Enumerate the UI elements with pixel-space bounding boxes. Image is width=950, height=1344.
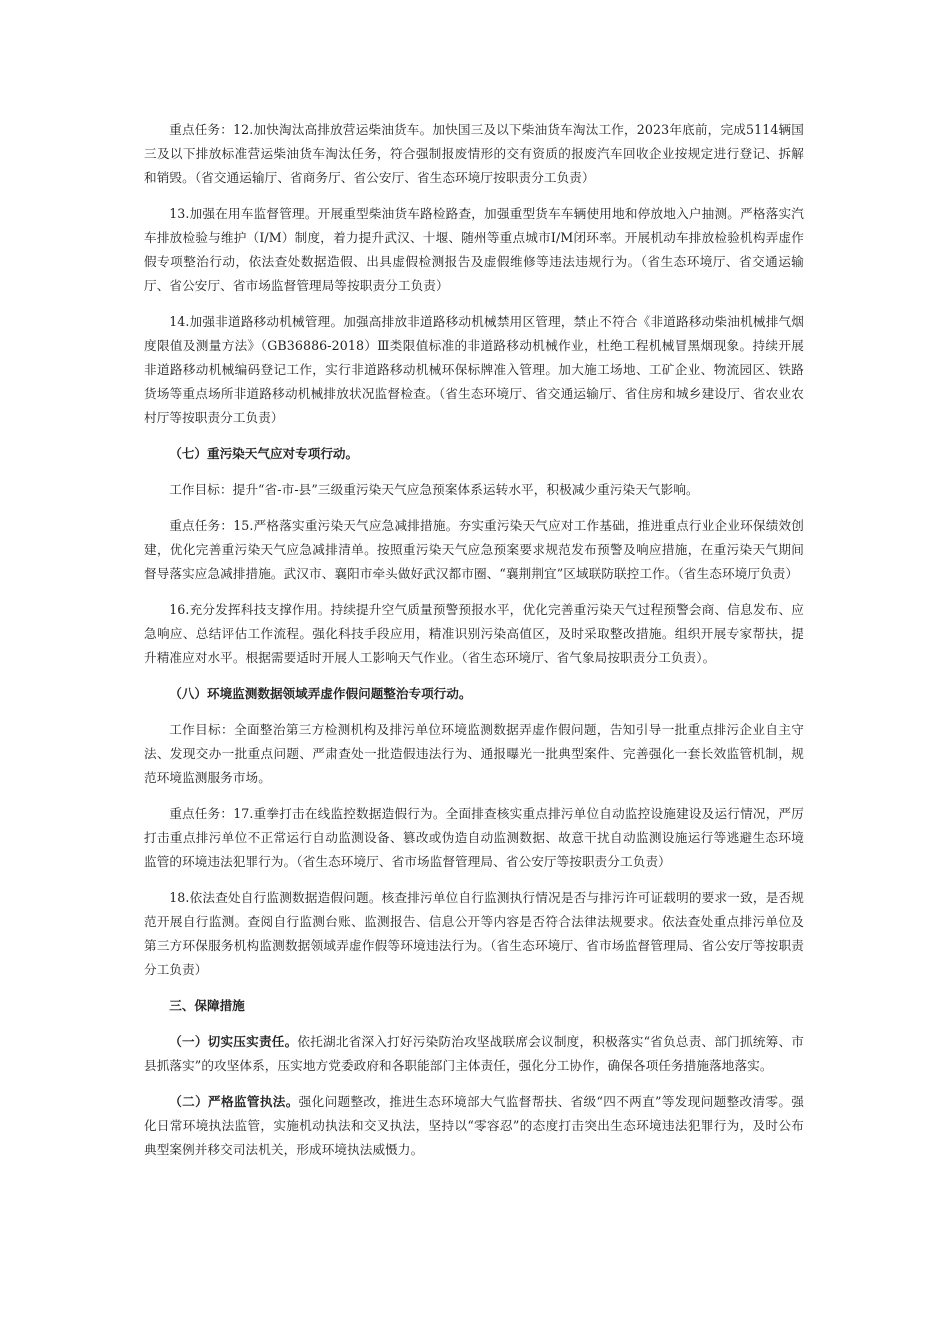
paragraph-task-15: 重点任务：15.严格落实重污染天气应急减排措施。夯实重污染天气应对工作基础，推进重点行业企业环保绩效创建，优化完善重污染天气应急减排清单。按照重污染天气应急预案要求规范发布预警及响应措施，在重污染天气期间督导落实应急减排措施。武汉市、襄阳市牵头做好武汉都市圈、“襄荆荆宜”区域联防联控工作。（省生态环境厅负责）: [144, 518, 804, 581]
paragraph-measure-1: [144, 1030, 804, 1078]
section-heading-3: 三、保障措施: [169, 998, 245, 1013]
paragraph-task-12: 重点任务：12.加快淘汰高排放营运柴油货车。加快国三及以下柴油货车淘汰工作，2023年底前，完成5114辆国三及以下排放标准营运柴油货车淘汰任务，符合强制报废情形的交有资质的报废汽车回收企业按规定进行登记、拆解和销毁。（省交通运输厅、省商务厅、省公安厅、省生态环境厅按职责分工负责）: [144, 122, 804, 185]
measure-2-lead: （二）严格监管执法。: [169, 1094, 299, 1109]
section-heading-8: （八）环境监测数据领域弄虚作假问题整治专项行动。: [169, 686, 472, 701]
paragraph-task-16: 16.充分发挥科技支撑作用。持续提升空气质量预警预报水平，优化完善重污染天气过程预警会商、信息发布、应急响应、总结评估工作流程。强化科技手段应用，精准识别污染高值区，及时采取整改措施。组织开展专家帮扶，提升精准应对水平。根据需要适时开展人工影响天气作业。（省生态环境厅、省气象局按职责分工负责）。: [144, 602, 804, 665]
measure-2-body: 强化问题整改，推进生态环境部大气监督帮扶、省级“四不两直”等发现问题整改清零。强化日常环境执法监管，实施机动执法和交叉执法，坚持以“零容忍”的态度打击突出生态环境违法犯罪行为，及时公布典型案例并移交司法机关，形成环境执法威慑力。: [144, 1094, 804, 1157]
paragraph-measure-2: [144, 1090, 804, 1162]
paragraph-goal-7: 工作目标：提升“省-市-县”三级重污染天气应急预案体系运转水平，积极减少重污染天气影响。: [169, 482, 699, 497]
paragraph-task-18: 18.依法查处自行监测数据造假问题。核查排污单位自行监测执行情况是否与排污许可证载明的要求一致，是否规范开展自行监测。查阅自行监测台账、监测报告、信息公开等内容是否符合法律法规要求。依法查处重点排污单位及第三方环保服务机构监测数据领域弄虚作假等环境违法行为。（省生态环境厅、省市场监督管理局、省公安厅等按职责分工负责）: [144, 890, 804, 977]
paragraph-goal-8: 工作目标：全面整治第三方检测机构及排污单位环境监测数据弄虚作假问题，告知引导一批重点排污企业自主守法、发现交办一批重点问题、严肃查处一批造假违法行为、通报曝光一批典型案件、完善强化一套长效监管机制，规范环境监测服务市场。: [144, 722, 804, 785]
section-heading-7: （七）重污染天气应对专项行动。: [169, 446, 359, 461]
document-page: [144, 118, 804, 1162]
paragraph-task-13: 13.加强在用车监督管理。开展重型柴油货车路检路查，加强重型货车车辆使用地和停放地入户抽测。严格落实汽车排放检验与维护（I/M）制度，着力提升武汉、十堰、随州等重点城市I/M闭环率。开展机动车排放检验机构弄虚作假专项整治行动，依法查处数据造假、出具虚假检测报告及虚假维修等违法违规行为。（省生态环境厅、省交通运输厅、省公安厅、省市场监督管理局等按职责分工负责）: [144, 206, 804, 293]
measure-1-lead: （一）切实压实责任。: [169, 1034, 298, 1049]
paragraph-task-14: 14.加强非道路移动机械管理。加强高排放非道路移动机械禁用区管理，禁止不符合《非道路移动柴油机械排气烟度限值及测量方法》（GB36886-2018）Ⅲ类限值标准的非道路移动机械作业，杜绝工程机械冒黑烟现象。持续开展非道路移动机械编码登记工作，实行非道路移动机械环保标牌准入管理。加大施工场地、工矿企业、物流园区、铁路货场等重点场所非道路移动机械排放状况监督检查。（省生态环境厅、省交通运输厅、省住房和城乡建设厅、省农业农村厅等按职责分工负责）: [144, 314, 804, 425]
measure-1-body: 依托湖北省深入打好污染防治攻坚战联席会议制度，积极落实“省负总责、部门抓统筹、市县抓落实”的攻坚体系，压实地方党委政府和各职能部门主体责任，强化分工协作，确保各项任务措施落地落实。: [144, 1034, 804, 1073]
paragraph-task-17: 重点任务：17.重拳打击在线监控数据造假行为。全面排查核实重点排污单位自动监控设施建设及运行情况，严厉打击重点排污单位不正常运行自动监测设备、篡改或伪造自动监测数据、故意干扰自动监测设施运行等逃避生态环境监管的环境违法犯罪行为。（省生态环境厅、省市场监督管理局、省公安厅等按职责分工负责）: [144, 806, 804, 869]
